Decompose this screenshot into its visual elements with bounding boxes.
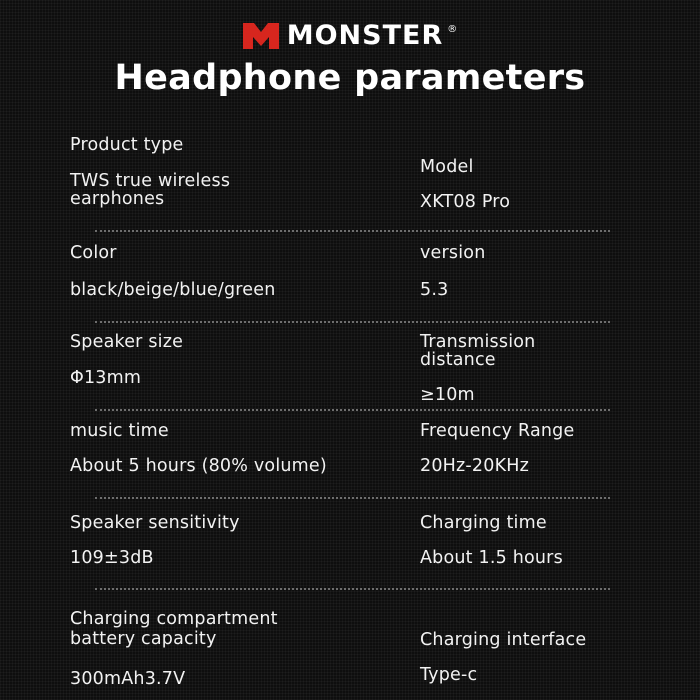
registered-mark: ® <box>447 24 458 35</box>
spec-row-1 <box>0 136 700 236</box>
spec-value: 20Hz-20KHz <box>420 456 530 476</box>
spec-value: ≥10m <box>420 385 475 405</box>
spec-label: Transmission <box>420 332 536 352</box>
spec-label: Frequency Range <box>420 421 575 441</box>
page-title: Headphone parameters <box>114 58 586 98</box>
brand-name: MONSTER <box>286 20 444 51</box>
divider <box>95 321 610 323</box>
spec-value: XKT08 Pro <box>420 192 511 212</box>
spec-value: About 1.5 hours <box>420 548 563 568</box>
spec-label: Speaker size <box>70 332 184 352</box>
spec-value: earphones <box>70 189 165 209</box>
spec-value: Φ13mm <box>70 368 142 388</box>
divider <box>95 409 610 411</box>
spec-value: About 5 hours (80% volume) <box>70 456 327 476</box>
spec-label: Speaker sensitivity <box>70 513 240 533</box>
spec-value: black/beige/blue/green <box>70 280 276 300</box>
spec-value: Type-c <box>420 665 478 685</box>
spec-row-3 <box>0 333 700 413</box>
spec-row-2 <box>0 244 700 314</box>
monster-logo-icon <box>243 23 279 49</box>
spec-label: Charging compartment <box>70 609 278 629</box>
spec-row-5 <box>0 514 700 584</box>
spec-label: version <box>420 243 486 263</box>
spec-row-4 <box>0 422 700 492</box>
spec-label: Color <box>70 243 117 263</box>
divider <box>95 230 610 232</box>
spec-label: Charging time <box>420 513 547 533</box>
spec-label: Charging interface <box>420 630 587 650</box>
spec-label: distance <box>420 350 496 370</box>
spec-label: Model <box>420 157 474 177</box>
brand-header <box>0 22 700 49</box>
spec-value: 300mAh3.7V <box>70 669 186 689</box>
spec-label: music time <box>70 421 169 441</box>
spec-label: Product type <box>70 135 184 155</box>
spec-label: battery capacity <box>70 629 217 649</box>
spec-value: 109±3dB <box>70 548 154 568</box>
divider <box>95 497 610 499</box>
spec-value: 5.3 <box>420 280 449 300</box>
divider <box>95 588 610 590</box>
spec-row-6 <box>0 610 700 695</box>
spec-value: TWS true wireless <box>70 171 231 191</box>
